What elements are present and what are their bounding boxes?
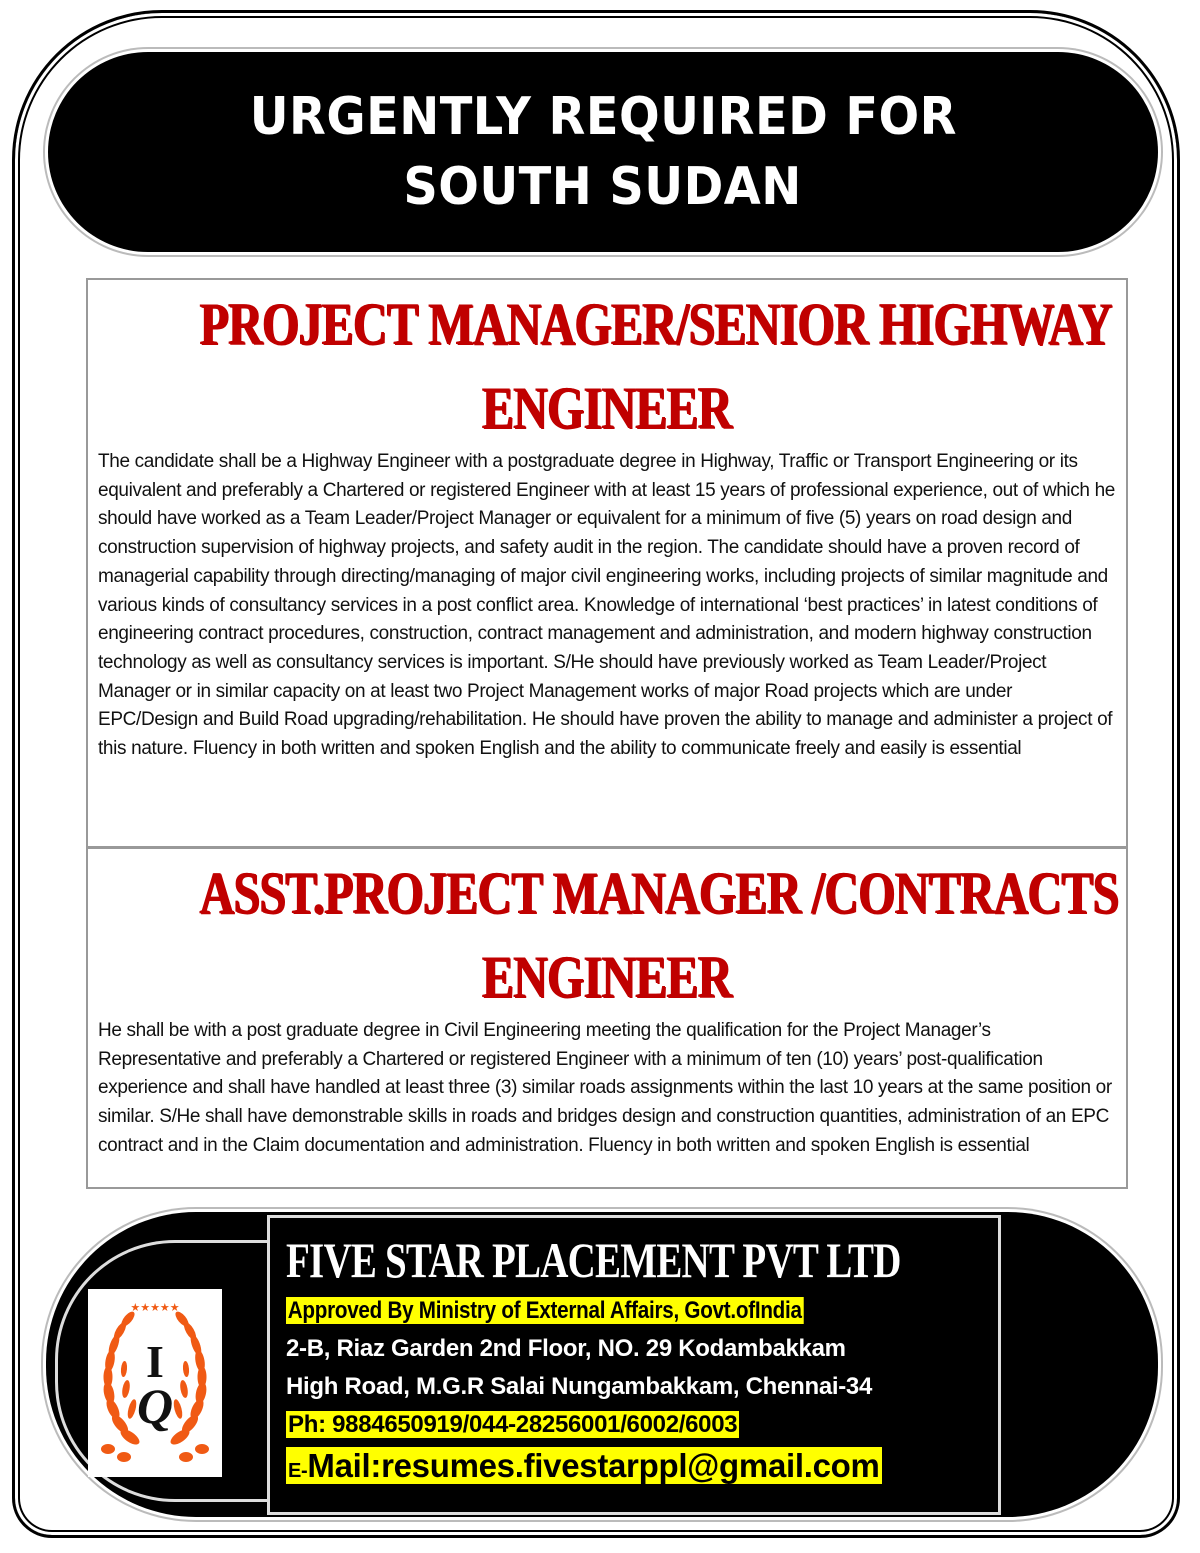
job-title-line-1: ASST.PROJECT MANAGER /CONTRACTS <box>199 860 1119 926</box>
svg-text:★★★★★: ★★★★★ <box>130 1301 180 1314</box>
approval-text: Approved By Ministry of External Affairs, Govt.ofIndia <box>287 1297 802 1324</box>
company-name: FIVE STAR PLACEMENT PVT LTD <box>286 1232 901 1288</box>
header-banner <box>48 52 1158 252</box>
job-description: The candidate shall be a Highway Engineer with a postgraduate degree in Highway, Traffic or Transport Engineering or its equivalent and preferably a Chartered or registered Engineer with at least 15 years of professional experience, out of which he should have worked as a Team Leader/Project Manager or equivalent for a minimum of five (5) years on road design and construction supervision of highway projects, and safety audit in the region. The candidate should have a proven record of managerial capability through directing/managing of major civil engineering works, including projects of similar magnitude and various kinds of consultancy services in a post conflict area. Knowledge of international ‘best practices’ in latest conditions of engineering contract procedures, construction, contract management and administration, and modern highway construction technology as well as consultancy services is important. S/He should have previously worked as Team Leader/Project Manager or in similar capacity on at least two Project Management works of major Road projects which are under EPC/Design and Build Road upgrading/rehabilitation. He should have proven the ability to manage and administer a project of this nature. Fluency in both written and spoken English and the ability to communicate freely and easily is essential <box>98 451 1116 760</box>
job-title-line-2: ENGINEER <box>482 944 732 1010</box>
job-posting-project-manager <box>86 278 1128 848</box>
address-line-2: High Road, M.G.R Salai Nungambakkam, Chennai-34 <box>286 1373 873 1400</box>
header-line-2: SOUTH SUDAN <box>403 157 803 217</box>
phone-numbers: Ph: 9884650919/044-28256001/6002/6003 <box>288 1411 738 1438</box>
svg-text:Q: Q <box>136 1378 174 1434</box>
job-posting-asst-project-manager <box>86 847 1128 1189</box>
laurel-wreath-logo-icon <box>88 1289 222 1477</box>
company-contact-panel <box>267 1215 1001 1515</box>
job-description: He shall be with a post graduate degree in Civil Engineering meeting the qualification for the Project Manager’s Representative and preferably a Chartered or registered Engineer with a minimum of ten (10) years’ post-qualification experience and shall have handled at least three (3) similar roads assignments within the last 10 years at the same position or similar. S/He shall have demonstrable skills in roads and bridges design and construction quantities, administration of an EPC contract and in the Claim documentation and administration. Fluency in both written and spoken English is essential <box>98 1020 1112 1156</box>
email-address[interactable]: Mail:resumes.fivestarppl@gmail.com <box>307 1447 880 1484</box>
email-prefix: E- <box>288 1460 308 1482</box>
job-title-line-1: PROJECT MANAGER/SENIOR HIGHWAY <box>199 291 1112 357</box>
job-title-line-2: ENGINEER <box>482 375 732 441</box>
svg-text:I: I <box>146 1336 164 1387</box>
address-line-1: 2-B, Riaz Garden 2nd Floor, NO. 29 Kodambakkam <box>286 1335 846 1362</box>
company-logo <box>88 1289 222 1477</box>
header-line-1: URGENTLY REQUIRED FOR <box>249 87 957 147</box>
